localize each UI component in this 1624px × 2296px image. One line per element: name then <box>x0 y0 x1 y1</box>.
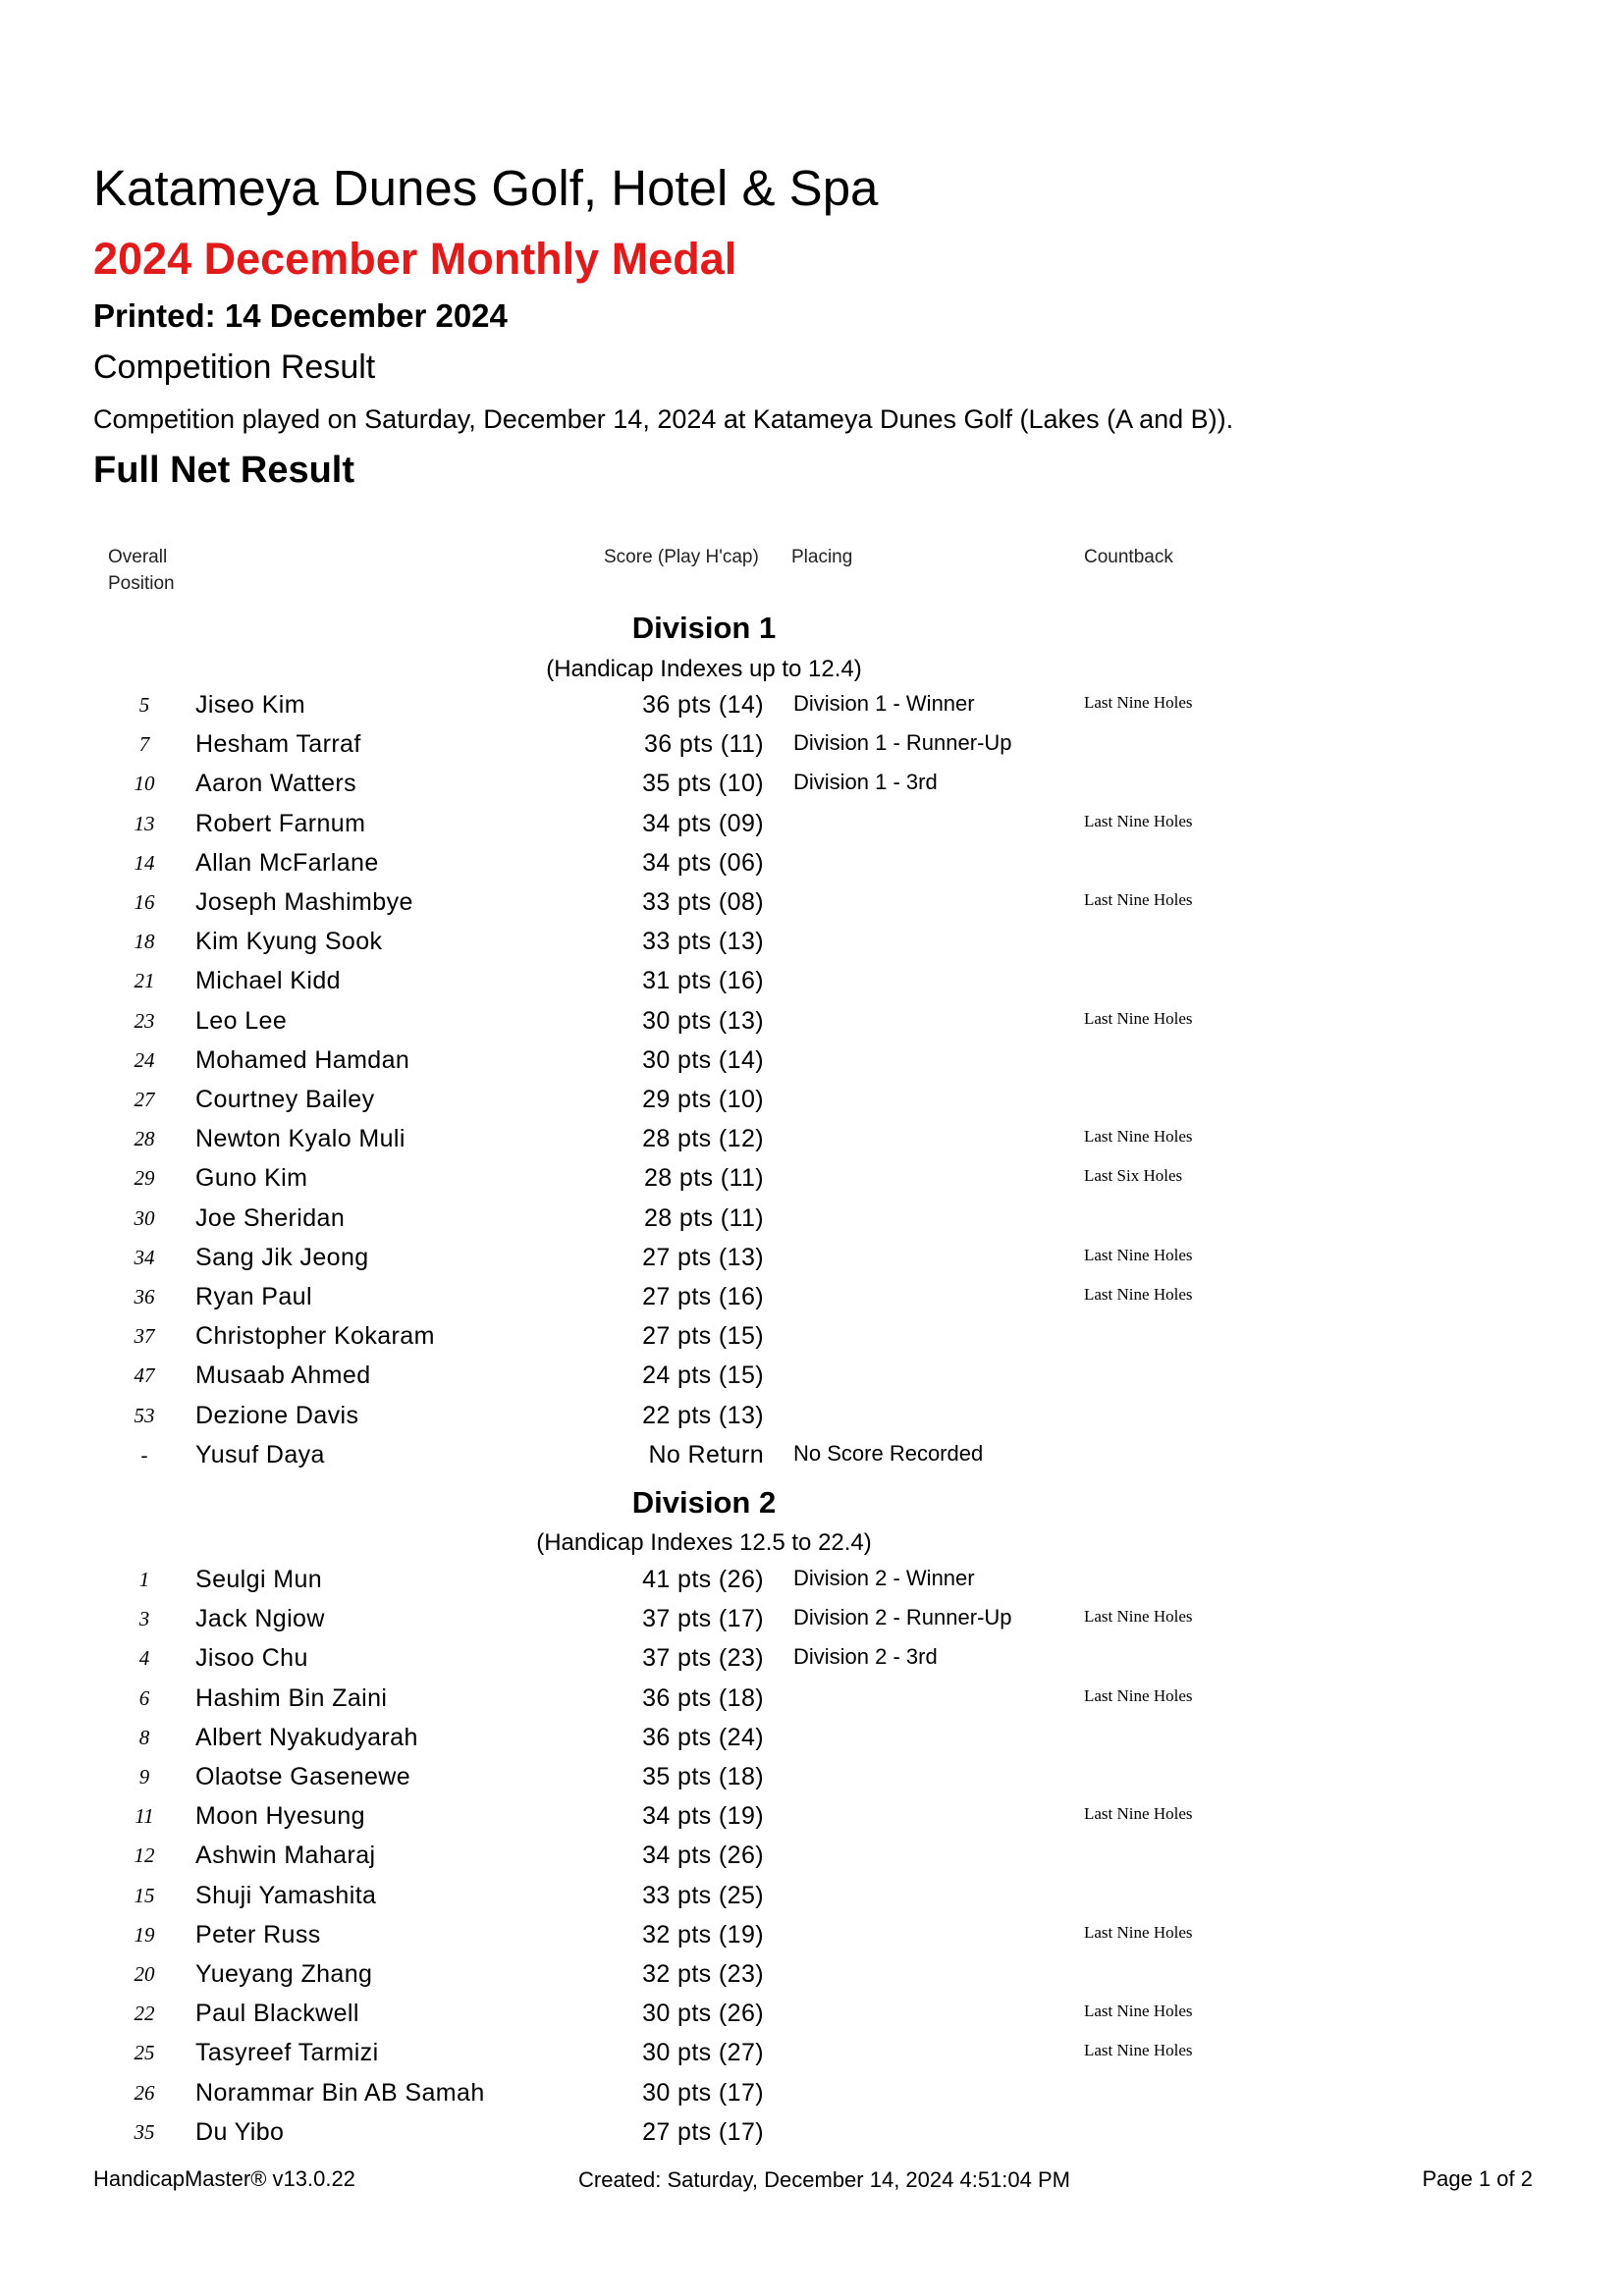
countback: Last Nine Holes <box>1084 693 1193 712</box>
overall-position: 4 <box>138 1646 150 1671</box>
player-name: Jiseo Kim <box>195 691 305 719</box>
player-name: Yusuf Daya <box>195 1440 325 1468</box>
table-row <box>0 2075 1624 2114</box>
player-score: 36 pts (18) <box>642 1683 764 1712</box>
player-score: 34 pts (09) <box>642 809 764 837</box>
table-row <box>0 1838 1624 1877</box>
player-name: Guno Kim <box>195 1164 308 1193</box>
player-score: 36 pts (11) <box>643 730 764 759</box>
player-name: Ashwin Maharaj <box>195 1842 376 1870</box>
player-name: Musaab Ahmed <box>195 1362 371 1390</box>
overall-position: 3 <box>138 1607 150 1631</box>
placing: Division 2 - 3rd <box>793 1644 938 1670</box>
player-name: Dezione Davis <box>195 1401 359 1429</box>
player-score: 37 pts (17) <box>642 1605 764 1633</box>
overall-position: 15 <box>134 1883 155 1907</box>
table-row <box>0 1562 1624 1601</box>
countback: Last Nine Holes <box>1084 2041 1193 2060</box>
player-name: Sang Jik Jeong <box>195 1243 369 1271</box>
overall-position: 30 <box>134 1205 155 1230</box>
column-header-position: Overall Position <box>108 547 175 594</box>
column-header-placing: Placing <box>791 547 853 567</box>
table-row <box>0 845 1624 884</box>
footer-created: Created: Saturday, December 14, 2024 4:51:04 PM <box>578 2167 1070 2192</box>
column-header-score: Score (Play H'cap) <box>604 547 759 567</box>
player-score: No Return <box>648 1440 764 1468</box>
overall-position: 14 <box>134 850 155 875</box>
player-name: Christopher Kokaram <box>195 1322 435 1351</box>
table-row <box>0 1358 1624 1397</box>
placing: No Score Recorded <box>793 1440 984 1466</box>
table-row <box>0 2114 1624 2154</box>
footer-software: HandicapMaster® v13.0.22 <box>93 2166 355 2191</box>
player-name: Peter Russ <box>195 1920 321 1949</box>
table-row <box>0 1160 1624 1200</box>
overall-position: 37 <box>134 1324 155 1349</box>
player-name: Moon Hyesung <box>195 1802 365 1831</box>
overall-position: 5 <box>138 693 150 717</box>
countback: Last Nine Holes <box>1084 890 1193 909</box>
result-subtitle: Competition Result <box>93 348 376 386</box>
player-score: 27 pts (15) <box>642 1322 764 1351</box>
player-name: Joseph Mashimbye <box>195 888 413 916</box>
overall-position: 11 <box>135 1804 154 1829</box>
player-score: 36 pts (14) <box>642 691 764 719</box>
player-name: Norammar Bin AB Samah <box>195 2078 485 2107</box>
placing: Division 2 - Winner <box>793 1566 975 1590</box>
countback: Last Nine Holes <box>1084 1922 1193 1942</box>
countback: Last Nine Holes <box>1084 1285 1193 1304</box>
played-description: Competition played on Saturday, December 14, 2024 at Katameya Dunes Golf (Lakes (A and B)). <box>93 404 1234 434</box>
player-name: Allan McFarlane <box>195 848 379 877</box>
overall-position: 35 <box>134 2119 155 2144</box>
table-row <box>0 1437 1624 1476</box>
overall-position: 26 <box>134 2080 155 2105</box>
countback: Last Nine Holes <box>1084 1804 1193 1824</box>
player-score: 30 pts (17) <box>642 2078 764 2107</box>
player-name: Du Yibo <box>195 2117 285 2146</box>
table-row <box>0 1318 1624 1358</box>
player-score: 27 pts (17) <box>642 2117 764 2146</box>
table-row <box>0 1798 1624 1838</box>
overall-position: 27 <box>134 1088 155 1111</box>
player-name: Joe Sheridan <box>195 1203 346 1232</box>
overall-position: 36 <box>134 1285 155 1308</box>
player-score: 33 pts (08) <box>642 888 764 916</box>
table-row <box>0 1121 1624 1160</box>
overall-position: 13 <box>134 811 155 835</box>
overall-position: 19 <box>134 1922 155 1947</box>
countback: Last Six Holes <box>1084 1166 1183 1186</box>
printed-date: Printed: 14 December 2024 <box>93 297 508 334</box>
player-name: Leo Lee <box>195 1006 288 1035</box>
player-name: Hesham Tarraf <box>195 730 361 759</box>
player-score: 30 pts (13) <box>642 1006 764 1035</box>
player-name: Hashim Bin Zaini <box>195 1683 388 1712</box>
footer-page-number: Page 1 of 2 <box>1422 2166 1533 2191</box>
overall-position: 47 <box>134 1363 155 1388</box>
player-name: Jisoo Chu <box>195 1644 308 1673</box>
table-row <box>0 884 1624 924</box>
player-score: 34 pts (26) <box>642 1842 764 1870</box>
table-row <box>0 687 1624 726</box>
player-name: Aaron Watters <box>195 770 357 798</box>
player-score: 36 pts (24) <box>642 1723 764 1751</box>
player-name: Mohamed Hamdan <box>195 1045 410 1074</box>
overall-position: 25 <box>134 2041 155 2065</box>
countback: Last Nine Holes <box>1084 811 1193 830</box>
table-row <box>0 1878 1624 1917</box>
player-score: 28 pts (11) <box>643 1164 764 1193</box>
player-score: 34 pts (19) <box>642 1802 764 1831</box>
overall-position: 28 <box>134 1127 155 1151</box>
player-score: 27 pts (13) <box>642 1243 764 1271</box>
overall-position: 22 <box>134 2002 155 2026</box>
overall-position: 23 <box>134 1008 155 1033</box>
venue-title: Katameya Dunes Golf, Hotel & Spa <box>93 160 879 216</box>
overall-position: 7 <box>138 732 150 757</box>
division-subtitle: (Handicap Indexes 12.5 to 22.4) <box>536 1529 872 1556</box>
overall-position: 12 <box>134 1843 155 1868</box>
player-score: 34 pts (06) <box>642 848 764 877</box>
player-score: 30 pts (26) <box>642 2000 764 2028</box>
table-row <box>0 2035 1624 2074</box>
countback: Last Nine Holes <box>1084 1008 1193 1028</box>
overall-position: 9 <box>138 1765 150 1789</box>
placing: Division 1 - Winner <box>793 691 975 716</box>
player-name: Olaotse Gasenewe <box>195 1763 411 1790</box>
player-score: 33 pts (13) <box>642 928 764 956</box>
player-score: 33 pts (25) <box>642 1881 764 1909</box>
player-score: 30 pts (14) <box>642 1045 764 1074</box>
player-score: 30 pts (27) <box>642 2039 764 2067</box>
player-score: 22 pts (13) <box>642 1401 764 1429</box>
player-name: Ryan Paul <box>195 1283 312 1310</box>
player-name: Kim Kyung Sook <box>195 928 383 956</box>
player-score: 37 pts (23) <box>642 1644 764 1673</box>
player-score: 24 pts (15) <box>642 1362 764 1390</box>
player-score: 28 pts (11) <box>643 1203 764 1232</box>
player-name: Seulgi Mun <box>195 1566 323 1593</box>
table-row <box>0 963 1624 1002</box>
overall-position: 16 <box>134 890 155 914</box>
overall-position: 34 <box>134 1245 155 1269</box>
overall-position: 20 <box>134 1962 155 1986</box>
table-row <box>0 1398 1624 1437</box>
overall-position: 29 <box>134 1166 155 1191</box>
player-name: Michael Kidd <box>195 967 341 995</box>
table-row <box>0 806 1624 845</box>
placing: Division 1 - 3rd <box>793 770 938 795</box>
player-name: Shuji Yamashita <box>195 1881 377 1909</box>
player-score: 32 pts (19) <box>642 1920 764 1949</box>
section-heading: Full Net Result <box>93 450 355 491</box>
table-row <box>0 1720 1624 1759</box>
division-title: Division 2 <box>631 1485 777 1520</box>
player-name: Tasyreef Tarmizi <box>195 2039 379 2067</box>
countback: Last Nine Holes <box>1084 1127 1193 1147</box>
table-row <box>0 766 1624 805</box>
division-subtitle: (Handicap Indexes up to 12.4) <box>546 656 862 682</box>
player-name: Robert Farnum <box>195 809 366 837</box>
overall-position: 1 <box>138 1568 150 1591</box>
overall-position: 8 <box>138 1725 150 1749</box>
table-row <box>0 1201 1624 1240</box>
overall-position: 18 <box>134 930 155 954</box>
overall-position: 53 <box>134 1403 155 1427</box>
player-score: 41 pts (26) <box>642 1566 764 1593</box>
countback: Last Nine Holes <box>1084 1245 1193 1264</box>
table-row <box>0 1042 1624 1082</box>
player-score: 28 pts (12) <box>642 1125 764 1153</box>
column-header-countback: Countback <box>1084 547 1173 567</box>
table-row <box>0 1240 1624 1279</box>
overall-position: 21 <box>134 969 155 993</box>
table-row <box>0 1996 1624 2035</box>
countback: Last Nine Holes <box>1084 1685 1193 1705</box>
overall-position: 24 <box>134 1047 155 1072</box>
countback: Last Nine Holes <box>1084 1607 1193 1627</box>
player-name: Paul Blackwell <box>195 2000 359 2028</box>
overall-position: 10 <box>134 772 155 796</box>
table-row <box>0 1279 1624 1318</box>
table-row <box>0 1759 1624 1798</box>
player-name: Jack Ngiow <box>195 1605 325 1633</box>
player-name: Newton Kyalo Muli <box>195 1125 406 1153</box>
player-score: 29 pts (10) <box>642 1086 764 1113</box>
table-row <box>0 726 1624 766</box>
player-score: 32 pts (23) <box>642 1960 764 1988</box>
table-row <box>0 1082 1624 1121</box>
player-name: Yueyang Zhang <box>195 1960 373 1988</box>
competition-title: 2024 December Monthly Medal <box>93 234 737 284</box>
table-row <box>0 1956 1624 1996</box>
placing: Division 2 - Runner-Up <box>793 1605 1012 1630</box>
table-row <box>0 1917 1624 1956</box>
table-row <box>0 1003 1624 1042</box>
player-name: Albert Nyakudyarah <box>195 1723 418 1751</box>
overall-position: 6 <box>138 1685 150 1710</box>
player-name: Courtney Bailey <box>195 1086 375 1113</box>
countback: Last Nine Holes <box>1084 2002 1193 2021</box>
placing: Division 1 - Runner-Up <box>793 730 1012 756</box>
division-title: Division 1 <box>631 611 777 645</box>
table-row <box>0 1601 1624 1640</box>
table-row <box>0 924 1624 963</box>
player-score: 31 pts (16) <box>642 967 764 995</box>
overall-position: - <box>140 1442 148 1467</box>
table-row <box>0 1681 1624 1720</box>
table-row <box>0 1640 1624 1680</box>
player-score: 35 pts (10) <box>642 770 764 798</box>
player-score: 35 pts (18) <box>642 1763 764 1790</box>
player-score: 27 pts (16) <box>642 1283 764 1310</box>
